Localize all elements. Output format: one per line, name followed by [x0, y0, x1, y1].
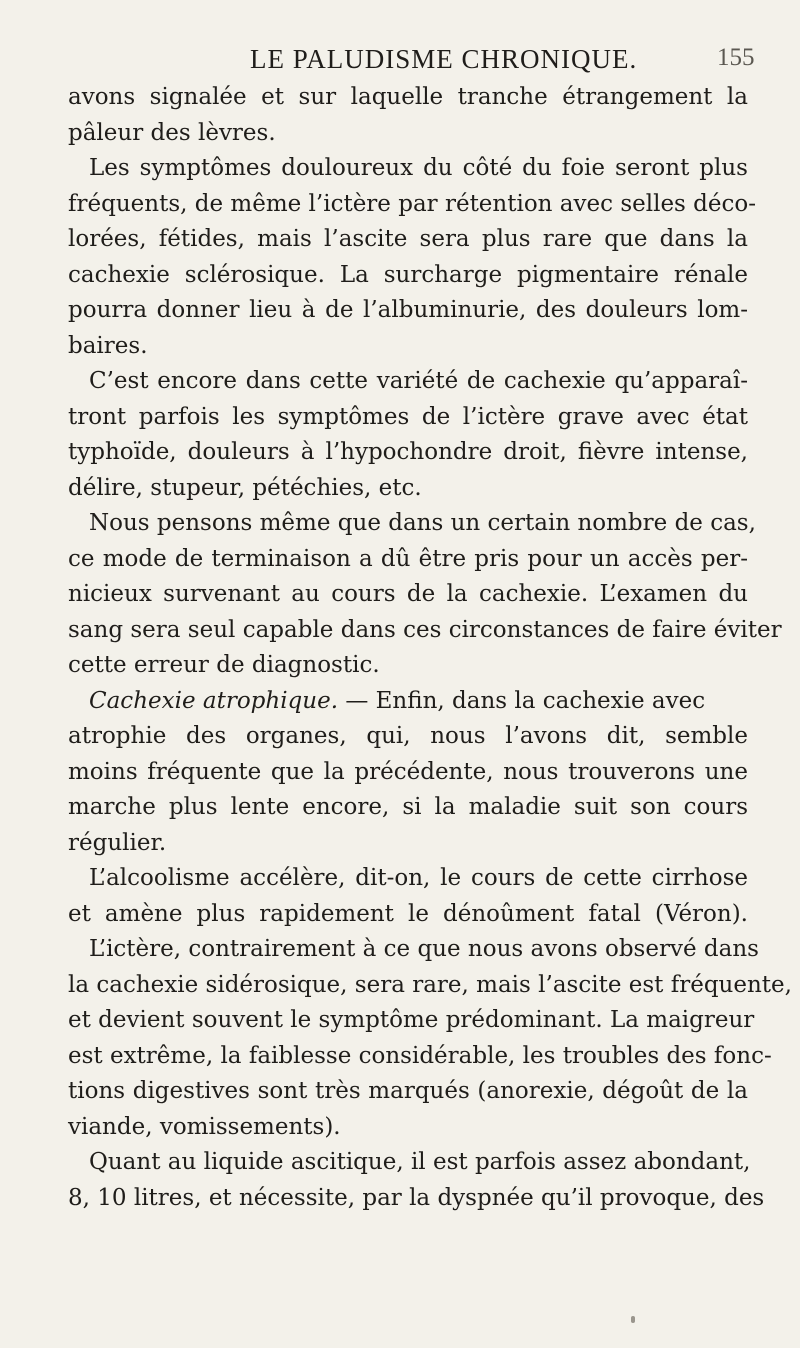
text-line: est extrême, la faiblesse considérable, les troubles des fonc- [68, 1042, 772, 1069]
text-line: tions digestives sont très marqués (anorexie, dégoût de la [68, 1078, 748, 1104]
text-line: sang sera seul capable dans ces circonstances de faire éviter [68, 616, 782, 643]
text-line: délire, stupeur, pétéchies, etc. [68, 474, 422, 501]
text-line: et devient souvent le symptôme prédominant. La maigreur [68, 1007, 755, 1033]
section-heading: Cachexie atrophique. [89, 687, 339, 714]
text-line: Nous pensons même que dans un certain nombre de cas, [89, 510, 756, 536]
text-line: pâleur des lèvres. [68, 119, 276, 146]
text-line: et amène plus rapidement le dénoûment fatal (Véron). [68, 900, 748, 927]
text-line: tront parfois les symptômes de l’ictère grave avec état [68, 403, 748, 430]
text-line: régulier. [68, 829, 167, 856]
ink-speck [631, 1316, 635, 1323]
page-number: 155 [717, 44, 755, 71]
text-line: baires. [68, 332, 148, 359]
page-header [0, 40, 800, 80]
text-line: moins fréquente que la précédente, nous trouverons une [68, 758, 748, 785]
text-line: L’ictère, contrairement à ce que nous avons observé dans [89, 936, 759, 962]
text-line: viande, vomissements). [68, 1113, 341, 1140]
text-line: fréquents, de même l’ictère par rétention avec selles déco- [68, 190, 757, 217]
text-line: marche plus lente encore, si la maladie suit son cours [68, 794, 748, 820]
text-line: Quant au liquide ascitique, il est parfois assez abondant, [89, 1149, 751, 1175]
text-line-rest: — Enfin, dans la cachexie avec [345, 687, 706, 714]
text-line: ce mode de terminaison a dû être pris pour un accès per- [68, 545, 748, 572]
text-line: L’alcoolisme accélère, dit-on, le cours de cette cirrhose [89, 865, 748, 891]
text-line: pourra donner lieu à de l’albuminurie, des douleurs lom- [68, 297, 748, 323]
text-line: avons signalée et sur laquelle tranche étrangement la [68, 84, 748, 110]
text-line: nicieux survenant au cours de la cachexie. L’examen du [68, 581, 748, 607]
text-line [68, 684, 748, 720]
text-line: typhoïde, douleurs à l’hypochondre droit, fièvre intense, [68, 439, 748, 465]
text-line: C’est encore dans cette variété de cachexie qu’apparaî- [89, 368, 748, 394]
text-line: la cachexie sidérosique, sera rare, mais l’ascite est fréquente, [68, 971, 792, 998]
body-text [68, 80, 792, 1216]
text-line: Les symptômes douloureux du côté du foie seront plus [89, 155, 748, 181]
text-line: 8, 10 litres, et nécessite, par la dyspnée qu’il provoque, des [68, 1184, 765, 1211]
text-line: atrophie des organes, qui, nous l’avons dit, semble [68, 723, 748, 749]
running-title: LE PALUDISME CHRONIQUE. [250, 44, 638, 74]
text-line: lorées, fétides, mais l’ascite sera plus rare que dans la [68, 226, 748, 252]
text-line: cachexie sclérosique. La surcharge pigmentaire rénale [68, 261, 748, 288]
text-line: cette erreur de diagnostic. [68, 652, 380, 678]
